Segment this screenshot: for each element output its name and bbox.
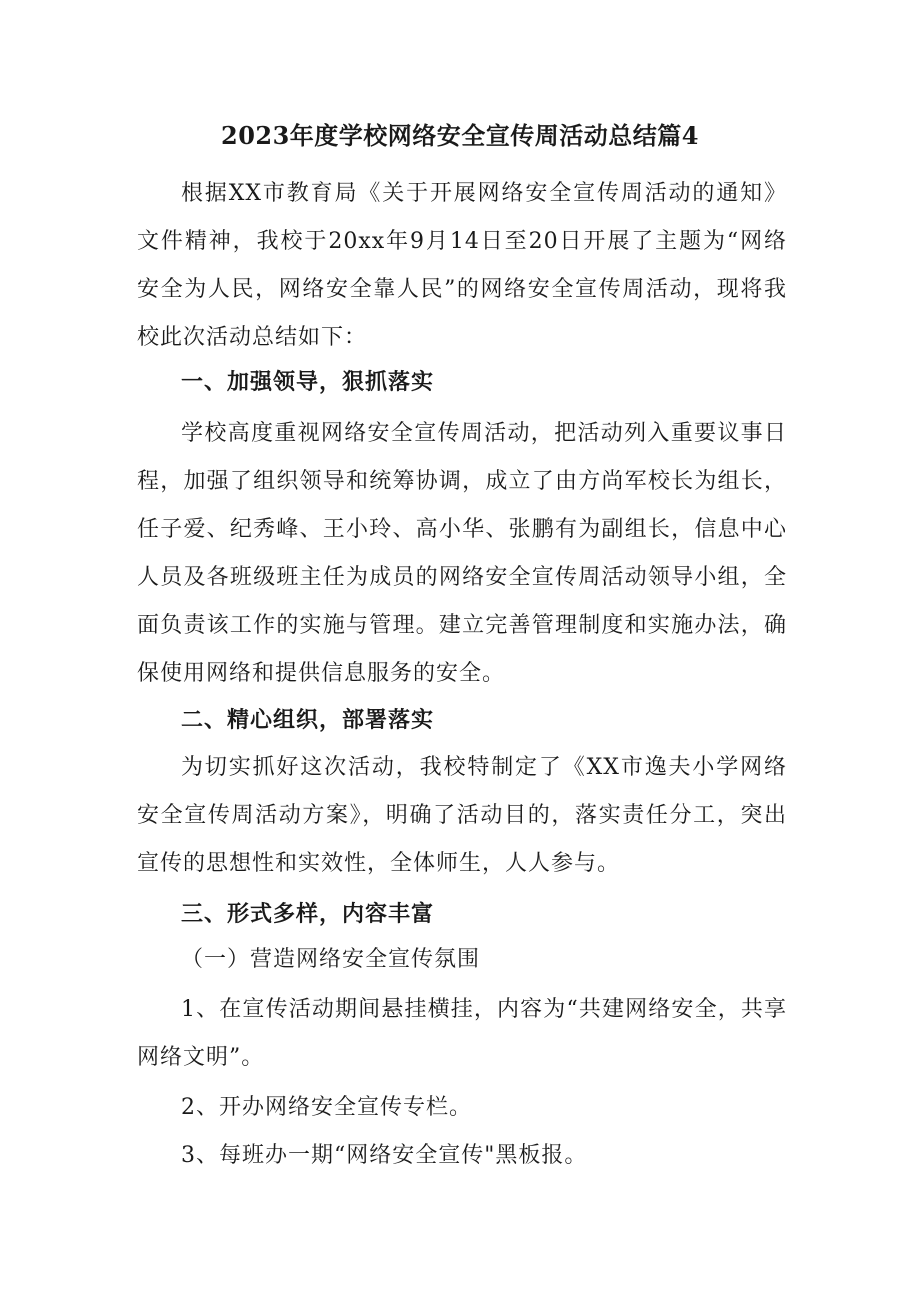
section-heading-1: 一、加强领导，狠抓落实 bbox=[181, 369, 435, 395]
section-heading-2: 二、精心组织，部署落实 bbox=[181, 707, 435, 733]
subsection-heading-1: （一）营造网络安全宣传氛围 bbox=[181, 947, 481, 972]
section-heading-3: 三、形式多样，内容丰富 bbox=[181, 901, 435, 927]
list-item-1: 1、在宣传活动期间悬挂横挂，内容为“共建网络安全，共享网络文明”。 bbox=[137, 997, 787, 1070]
list-item-3: 3、每班办一期“网络安全宣传"黑板报。 bbox=[181, 1143, 588, 1168]
document-title: 2023年度学校网络安全宣传周活动总结篇4 bbox=[221, 121, 699, 150]
list-item-2: 2、开办网络安全宣传专栏。 bbox=[181, 1095, 472, 1120]
section-2-paragraph: 为切实抓好这次活动，我校特制定了《XX市逸夫小学网络安全宣传周活动方案》，明确了活动目的，落实责任分工，突出宣传的思想性和实效性，全体师生，人人参与。 bbox=[137, 755, 787, 876]
intro-paragraph: 根据XX市教育局《关于开展网络安全宣传周活动的通知》文件精神，我校于20xx年9月14日至20日开展了主题为“网络安全为人民，网络安全靠人民”的网络安全宣传周活动，现将我校此次活动总结如下： bbox=[137, 181, 787, 350]
section-1-paragraph: 学校高度重视网络安全宣传周活动，把活动列入重要议事日程，加强了组织领导和统筹协调，成立了由方尚军校长为组长，任子爱、纪秀峰、王小玲、高小华、张鹏有为副组长，信息中心人员及各班级班主任为成员的网络安全宣传周活动领导小组，全面负责该工作的实施与管理。建立完善管理制度和实施办法，确保使用网络和提供信息服务的安全。 bbox=[137, 421, 787, 686]
